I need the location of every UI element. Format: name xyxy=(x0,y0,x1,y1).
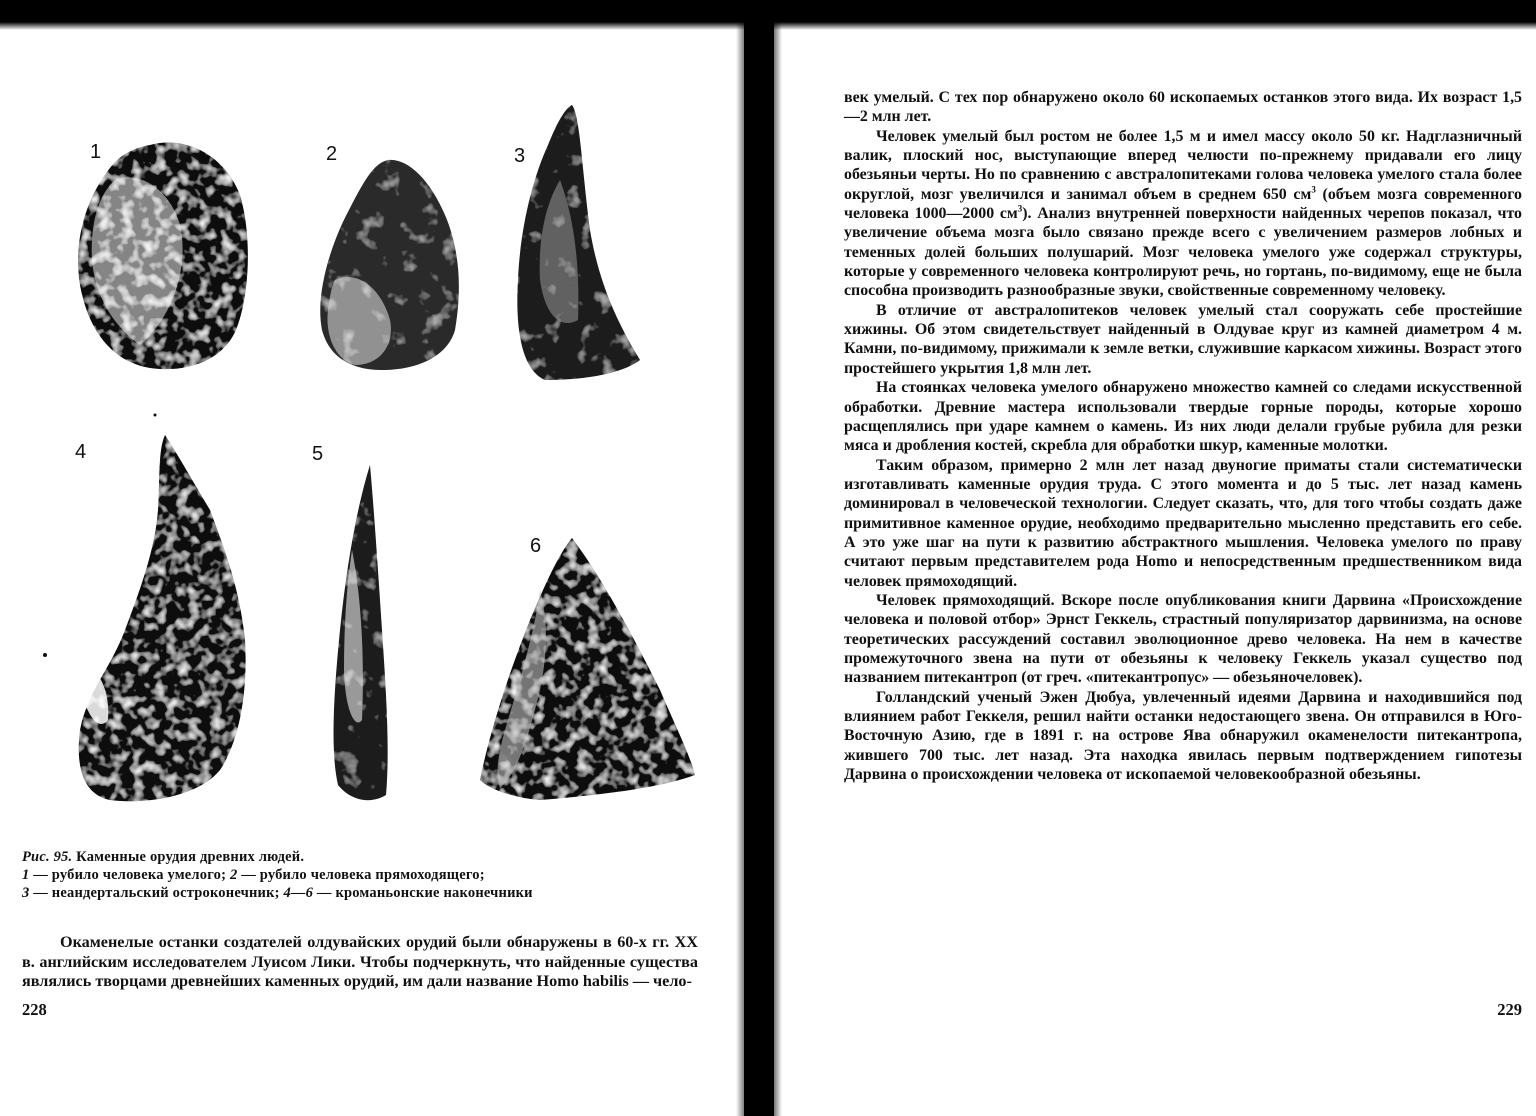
tool-6-image xyxy=(480,538,695,800)
figure-label-4: 4 xyxy=(75,441,87,463)
spine-shadow-right xyxy=(774,0,782,1116)
caption-title: Каменные орудия древних людей. xyxy=(76,849,305,865)
tool-3-image xyxy=(517,105,640,380)
paragraph-5: Таким образом, примерно 2 млн лет назад двуногие приматы стали систематически изготавливать каменные орудия труда. С этого момента и до 5 тыс. лет назад камень доминировал в человеческой технологии. Следует сказать, что, для того чтобы создать даже примитивное каменное орудие, необходимо предварительно мысленно представить его себе. А это уже шаг на пути к развитию абстрактного мышления. Человека умелого по праву считают первым представителем рода Homo и непосредственным предшественником вида человек прямоходящий. xyxy=(844,456,1522,590)
caption-title-line xyxy=(22,848,702,866)
paragraph-1: век умелый. С тех пор обнаружено около 60 ископаемых останков этого вида. Их возраст 1,5—2 млн лет. xyxy=(844,89,1522,126)
paragraph-3: В отличие от австралопитеков человек умелый стал сооружать себе простейшие хижины. Об этом свидетельствует найденный в Олдувае круг из камней диаметром 4 м. Камни, по-видимому, прижимали к земле ветки, служившие каркасом хижины. Возраст этого простейшего укрытия 1,8 млн лет. xyxy=(844,301,1522,377)
caption-line-2: 1 — рубило человека умелого; 2 — рубило человека прямоходящего; xyxy=(22,867,485,883)
figure-label-6: 6 xyxy=(530,535,542,557)
caption-label: Рис. 95. xyxy=(22,849,73,865)
right-page xyxy=(782,30,1536,1116)
page-number-right: 229 xyxy=(1497,1000,1522,1019)
left-page xyxy=(0,30,744,1116)
tool-1-image xyxy=(78,142,248,369)
figure-label-5: 5 xyxy=(312,443,324,465)
page-number-left: 228 xyxy=(22,1000,47,1019)
tool-4-image xyxy=(43,414,246,802)
book-spine xyxy=(744,0,774,1116)
tool-2-image xyxy=(320,160,459,370)
figure-label-2: 2 xyxy=(326,143,338,165)
figure-caption xyxy=(22,848,702,902)
caption-line-3: 3 — неандертальский остроконечник; 4—6 — кроманьонские наконечники xyxy=(22,885,533,901)
section-heading: Человек прямоходящий. xyxy=(876,591,1055,609)
left-paragraph: Окаменелые останки создателей олдувайских орудий были обнаружены в 60-х гг. XX в. английским исследователем Луисом Лики. Чтобы подчеркнуть, что найденные существа являлись творцами древнейших каменных орудий, им дали название Homo habilis — чело- xyxy=(22,933,698,991)
tool-5-image xyxy=(334,465,388,800)
paragraph-2: Человек умелый был ростом не более 1,5 м и имел массу около 50 кг. Надглазничный валик, плоский нос, выступающие вперед челюсти по-прежнему придавали его лицу обезьяньи черты. Но по сравнению с австралопитеками голова человека умелого стала более округлой, мозг увеличился и занимал объем в среднем 650 $см^3$ (объем мозга современного человека 1000—2000 $см^3$). Анализ внутренней поверхности найденных черепов показал, что увеличение объема мозга было связано прежде всего с увеличением размеров лобных и теменных долей больших полушарий. Мозг человека умелого уже содержал структуры, которые у современного человека контролируют речь, но гортань, по-видимому, еще не была способна производить разнообразные звуки, свойственные современному человеку. xyxy=(844,127,1523,300)
left-body-text xyxy=(22,933,698,992)
paragraph-6: Человек прямоходящий. Вскоре после опубликования книги Дарвина «Происхождение человека и половой отбор» Эрнст Геккель, страстный популяризатор дарвинизма, на основе теоретических рассуждений составил эволюционное древо человека. На нем в качестве промежуточного звена на пути от обезьяны к человеку Геккель указал существо под названием питекантроп (от греч. «питекантропус» — обезьяночеловек). xyxy=(844,591,1522,687)
stone-tools-figure xyxy=(0,30,744,850)
paragraph-7: Голландский ученый Эжен Дюбуа, увлеченный идеями Дарвина и находившийся под влиянием работ Геккеля, решил найти останки недостающего звена. Он отправился в Юго-Восточную Азию, где в 1891 г. на острове Ява обнаружил окаменелости питекантропа, жившего 700 тыс. лет назад. Эта находка явилась первым подтверждением гипотезы Дарвина о происхождении человека от ископаемой человекообразной обезьяны. xyxy=(844,688,1522,784)
paragraph-4: На стоянках человека умелого обнаружено множество камней со следами искусственной обработки. Древние мастера использовали твердые горные породы, которые хорошо расщеплялись при ударе камнем о камень. Из них люди делали грубые рубила для резки мяса и дробления костей, скребла для обработки шкур, каменные молотки. xyxy=(844,379,1522,455)
figure-label-1: 1 xyxy=(90,141,102,163)
right-body-text xyxy=(844,88,1522,784)
figure-label-3: 3 xyxy=(514,145,526,167)
spine-shadow-left xyxy=(736,0,744,1116)
